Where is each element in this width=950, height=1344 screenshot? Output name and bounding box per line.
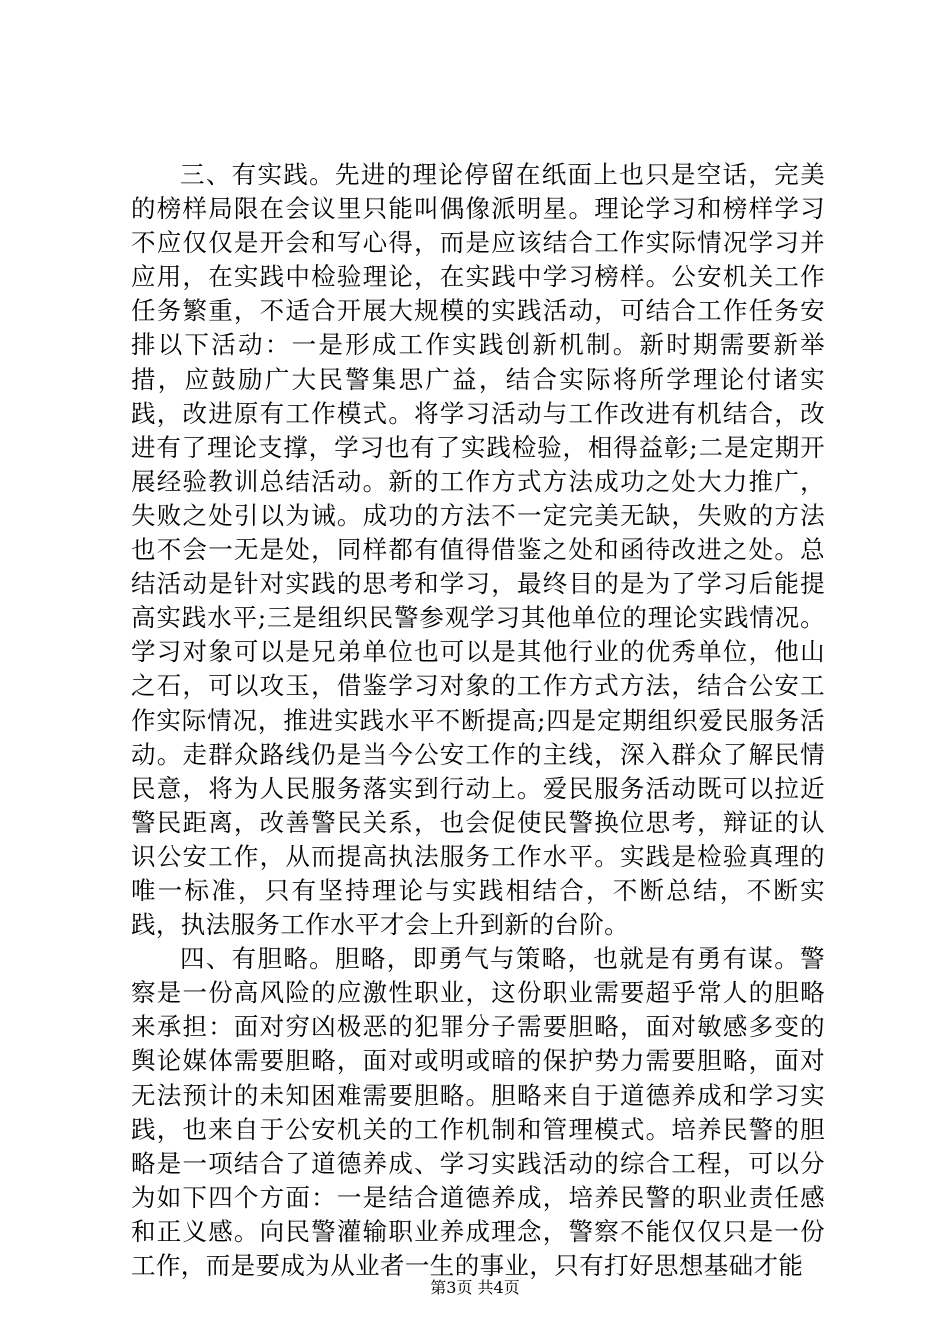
page-footer: 第3页 共4页: [430, 1278, 520, 1297]
document-body: [131, 158, 825, 1283]
paragraph-courage: 四、有胆略。胆略，即勇气与策略，也就是有勇有谋。警察是一份高风险的应激性职业，这份职业需要超乎常人的胆略来承担：面对穷凶极恶的犯罪分子需要胆略，面对敏感多变的舆论媒体需要胆略，面对或明或暗的保护势力需要胆略，面对无法预计的未知困难需要胆略。胆略来自于道德养成和学习实践，也来自于公安机关的工作机制和管理模式。培养民警的胆略是一项结合了道德养成、学习实践活动的综合工程，可以分为如下四个方面：一是结合道德养成，培养民警的职业责任感和正义感。向民警灌输职业养成理念，警察不能仅仅只是一份工作，而是要成为从业者一生的事业，只有打好思想基础才能: [131, 944, 825, 1280]
paragraph-practice: 三、有实践。先进的理论停留在纸面上也只是空话，完美的榜样局限在会议里只能叫偶像派明星。理论学习和榜样学习不应仅仅是开会和写心得，而是应该结合工作实际情况学习并应用，在实践中检验理论，在实践中学习榜样。公安机关工作任务繁重，不适合开展大规模的实践活动，可结合工作任务安排以下活动：一是形成工作实践创新机制。新时期需要新举措，应鼓励广大民警集思广益，结合实际将所学理论付诸实践，改进原有工作模式。将学习活动与工作改进有机结合，改进有了理论支撑，学习也有了实践检验，相得益彰;二是定期开展经验教训总结活动。新的工作方式方法成功之处大力推广，失败之处引以为诫。成功的方法不一定完美无缺，失败的方法也不会一无是处，同样都有值得借鉴之处和函待改进之处。总结活动是针对实践的思考和学习，最终目的是为了学习后能提高实践水平;三是组织民警参观学习其他单位的理论实践情况。学习对象可以是兄弟单位也可以是其他行业的优秀单位，他山之石，可以攻玉，借鉴学习对象的工作方式方法，结合公安工作实际情况，推进实践水平不断提高;四是定期组织爱民服务活动。走群众路线仍是当今公安工作的主线，深入群众了解民情民意，将为人民服务落实到行动上。爱民服务活动既可以拉近警民距离，改善警民关系，也会促使民警换位思考，辩证的认识公安工作，从而提高执法服务工作水平。实践是检验真理的唯一标准，只有坚持理论与实践相结合，不断总结，不断实践，执法服务工作水平才会上升到新的台阶。: [131, 160, 825, 940]
